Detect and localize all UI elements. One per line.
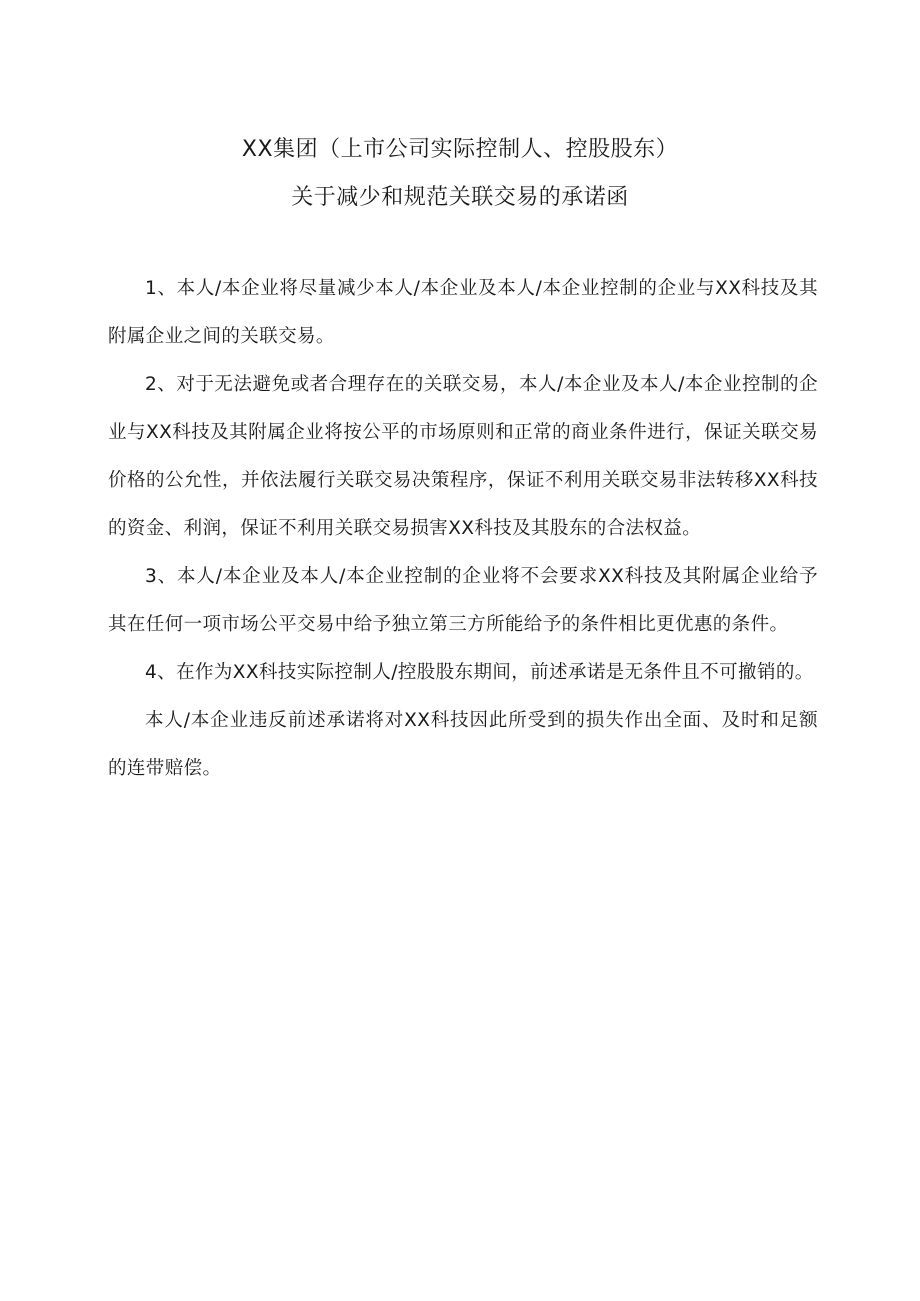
paragraph-4: 4、在作为XX科技实际控制人/控股股东期间，前述承诺是无条件且不可撤销的。 [145,662,814,683]
paragraph-2: 2、对于无法避免或者合理存在的关联交易，本人/本企业及本人/本企业控制的企业与XX科技及其附属企业将按公平的市场原则和正常的商业条件进行，保证关联交易价格的公允性，并依法履行关联交易决策程序，保证不利用关联交易非法转移XX科技的资金、利润，保证不利用关联交易损害XX科技及其股东的合法权益。 [108,374,818,539]
document-title [0,126,920,222]
document-body [108,265,818,793]
paragraph-3: 3、本人/本企业及本人/本企业控制的企业将不会要求XX科技及其附属企业给予其在任何一项市场公平交易中给予独立第三方所能给予的条件相比更优惠的条件。 [108,566,818,635]
paragraph-1: 1、本人/本企业将尽量减少本人/本企业及本人/本企业控制的企业与XX科技及其附属企业之间的关联交易。 [108,278,818,347]
title-line-1: XX集团（上市公司实际控制人、控股股东） [241,137,679,162]
paragraph-5: 本人/本企业违反前述承诺将对XX科技因此所受到的损失作出全面、及时和足额的连带赔偿。 [108,710,818,779]
title-line-2: 关于减少和规范关联交易的承诺函 [291,185,629,210]
